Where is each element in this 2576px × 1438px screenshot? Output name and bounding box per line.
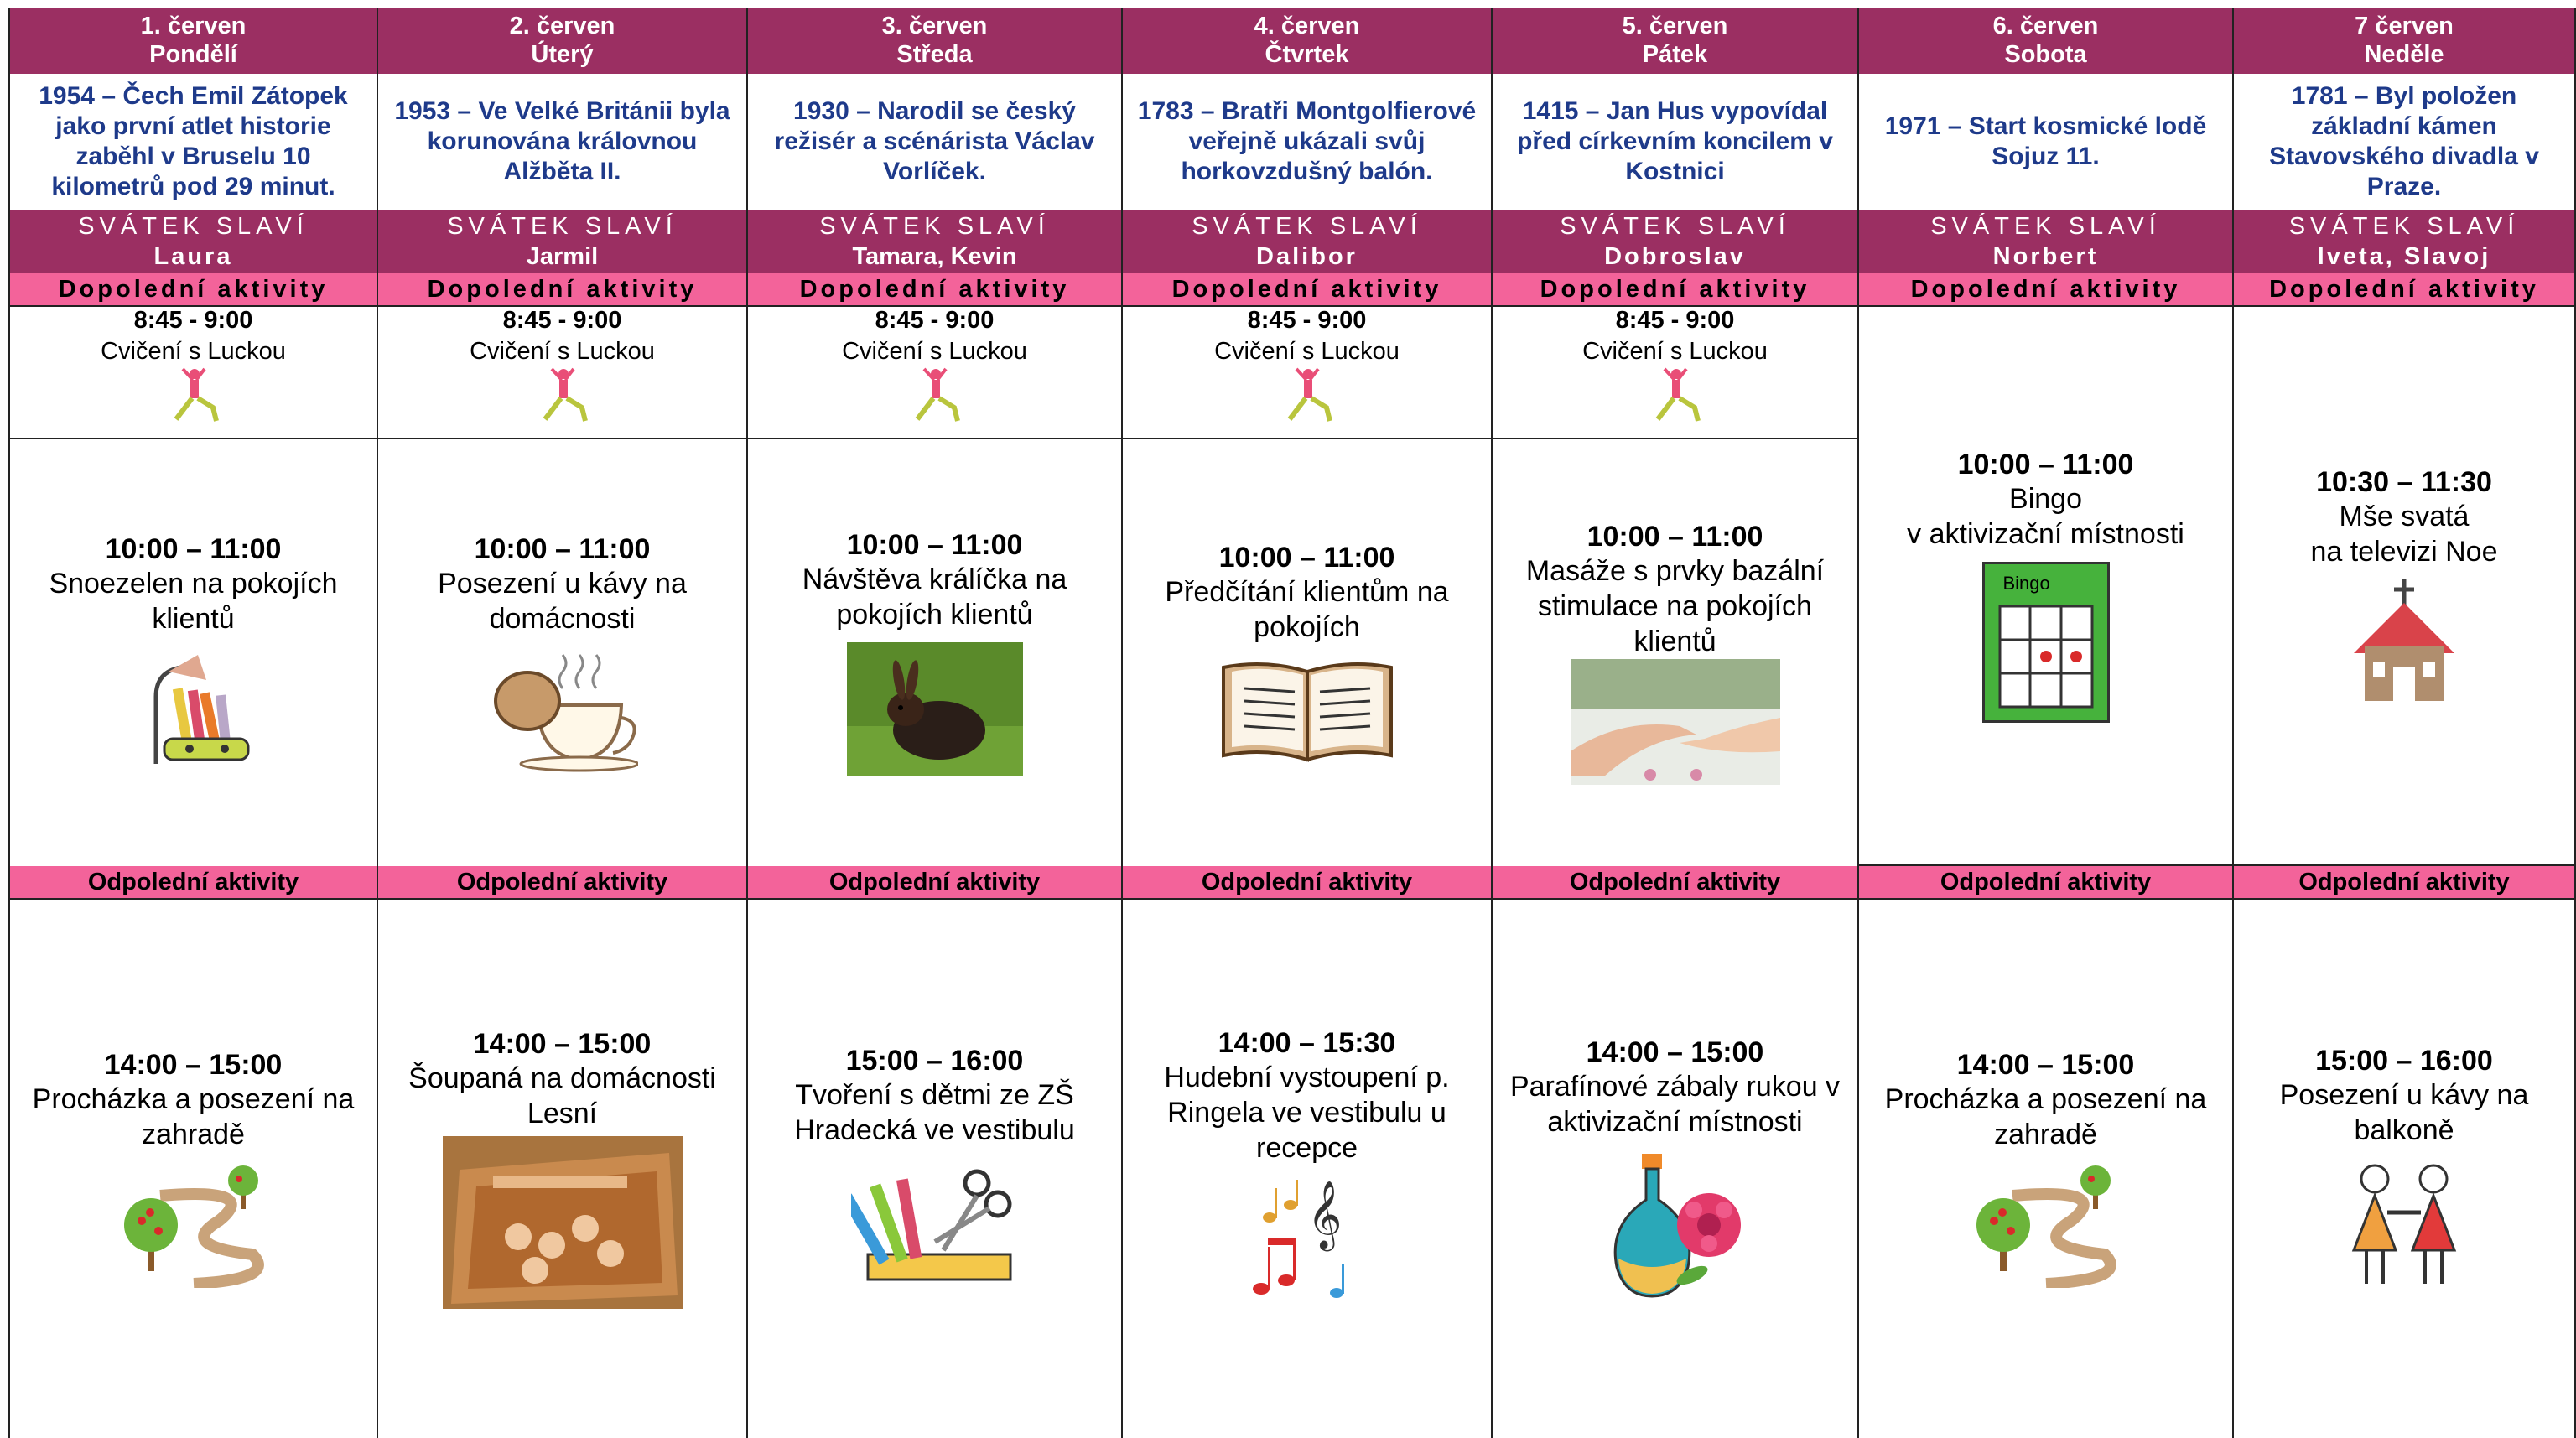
activity-text: Hudební vystoupení p. Ringela ve vestibulu u recepce: [1164, 1062, 1450, 1164]
day-header: [378, 8, 748, 74]
weekday-label: Neděle: [2364, 41, 2444, 68]
morning-label: Dopolední aktivity: [748, 273, 1123, 305]
exercise-time: 8:45 - 9:00: [1247, 307, 1367, 334]
date-label: 6. červen: [1992, 13, 2099, 39]
activity-text: Posezení u kávy na domácnosti: [438, 567, 687, 635]
event-text: 1930 – Narodil se český režisér a scénárista Václav Vorlíček.: [774, 97, 1095, 185]
history-event: [2234, 74, 2576, 210]
coffee-cup-icon: [487, 646, 638, 772]
history-event: [378, 74, 748, 210]
history-event: [1859, 74, 2234, 210]
activity-time: 15:00 – 16:00: [2315, 1045, 2493, 1077]
afternoon-activity-row: [8, 898, 2576, 1438]
celebrant-name: Norbert: [1992, 243, 2099, 270]
snoezelen-lamp-icon: [131, 646, 257, 772]
morning-label: Dopolední aktivity: [1123, 273, 1493, 305]
open-book-icon: [1219, 655, 1395, 764]
morning-activity: [8, 438, 378, 866]
event-text: 1954 – Čech Emil Zátopek jako první atlet historie zaběhl v Bruselu 10 kilometrů pod 29 minut.: [39, 82, 348, 200]
name-day-label: SVÁTEK SLAVÍ: [1560, 213, 1790, 240]
name-day-label: SVÁTEK SLAVÍ: [2288, 213, 2520, 240]
morning-activity-row: [8, 438, 1859, 866]
afternoon-label-row: [8, 866, 2576, 900]
morning-activity-saturday: [1859, 305, 2234, 866]
rabbit-photo: [847, 642, 1023, 776]
exercise-activity: Cvičení s Luckou: [1582, 338, 1768, 365]
name-day: [1493, 210, 1859, 273]
exercise-figure-icon: [533, 367, 592, 426]
activity-time: 10:00 – 11:00: [846, 528, 1023, 561]
activity-text: Snoezelen na pokojích klientů: [49, 567, 338, 635]
activity-text: Masáže s prvky bazální stimulace na pokojích klientů: [1525, 554, 1825, 657]
afternoon-activity: [1493, 898, 1859, 1438]
bingo-card-icon: [1982, 562, 2110, 723]
celebrant-name: Iveta, Slavoj: [2317, 243, 2491, 270]
activity-time: 10:00 – 11:00: [1957, 448, 2134, 480]
exercise-activity: Cvičení s Luckou: [842, 338, 1027, 365]
celebrant-name: Laura: [153, 243, 233, 270]
exercise-time: 8:45 - 9:00: [875, 307, 995, 334]
morning-label: Dopolední aktivity: [8, 273, 378, 305]
day-header: [8, 8, 378, 74]
morning-label-row: [8, 273, 2576, 307]
activity-text: Mše svatá: [2339, 500, 2470, 532]
hands-massage-photo: [1571, 659, 1780, 785]
afternoon-activity: [1123, 898, 1493, 1438]
name-day-label: SVÁTEK SLAVÍ: [78, 213, 309, 240]
history-event-row: [8, 74, 2576, 211]
afternoon-label: Odpolední aktivity: [1123, 866, 1493, 898]
activity-time: 10:00 – 11:00: [474, 532, 651, 565]
exercise-activity: Cvičení s Luckou: [1214, 338, 1400, 365]
activity-text: Předčítání klientům na pokojích: [1165, 575, 1449, 643]
celebrant-name: Dobroslav: [1604, 243, 1746, 270]
exercise-slot: [378, 305, 748, 438]
morning-activity: [1123, 438, 1493, 866]
name-day-label: SVÁTEK SLAVÍ: [447, 213, 678, 240]
day-header: [1123, 8, 1493, 74]
event-text: 1781 – Byl položen základní kámen Stavovského divadla v Praze.: [2269, 82, 2539, 200]
activity-text: Procházka a posezení na zahradě: [32, 1083, 355, 1150]
activity-text: Šoupaná na domácnosti Lesní: [408, 1062, 716, 1129]
afternoon-activity: [2234, 898, 2576, 1438]
morning-activity: [378, 438, 748, 866]
name-day: [1123, 210, 1493, 273]
activity-text: Posezení u kávy na balkoně: [2279, 1079, 2529, 1146]
date-label: 5. červen: [1622, 13, 1728, 39]
activity-time: 14:00 – 15:00: [104, 1049, 283, 1081]
history-event: [1123, 74, 1493, 210]
activity-text: v aktivizační místnosti: [1907, 517, 2184, 550]
morning-label: Dopolední aktivity: [378, 273, 748, 305]
activity-time: 15:00 – 16:00: [845, 1045, 1024, 1077]
history-event: [748, 74, 1123, 210]
event-text: 1415 – Jan Hus vypovídal před církevním koncilem v Kostnici: [1517, 97, 1833, 185]
exercise-time: 8:45 - 9:00: [133, 307, 253, 334]
event-text: 1783 – Bratři Montgolfierové veřejně ukázali svůj horkovzdušný balón.: [1137, 97, 1477, 185]
exercise-row: [8, 305, 1859, 439]
afternoon-activity: [378, 898, 748, 1438]
exercise-activity: Cvičení s Luckou: [470, 338, 655, 365]
activity-text: na televizi Noe: [2310, 535, 2498, 568]
morning-activity-sunday: [2234, 305, 2576, 866]
weekday-label: Úterý: [531, 41, 594, 68]
header-row: [8, 8, 2576, 75]
activity-text: Bingo: [2009, 482, 2082, 515]
name-day: [1859, 210, 2234, 273]
exercise-time: 8:45 - 9:00: [502, 307, 622, 334]
exercise-figure-icon: [164, 367, 223, 426]
name-day: [2234, 210, 2576, 273]
day-header: [748, 8, 1123, 74]
couple-icon: [2337, 1158, 2471, 1292]
day-header: [1859, 8, 2234, 74]
afternoon-label: Odpolední aktivity: [1859, 866, 2234, 898]
event-text: 1953 – Ve Velké Británii byla korunována královnou Alžběta II.: [394, 97, 730, 185]
afternoon-label: Odpolední aktivity: [1493, 866, 1859, 898]
exercise-slot: [8, 305, 378, 438]
name-day: [8, 210, 378, 273]
name-day-label: SVÁTEK SLAVÍ: [819, 213, 1050, 240]
activity-text: Procházka a posezení na zahradě: [1884, 1083, 2207, 1150]
park-path-icon: [118, 1162, 269, 1288]
music-notes-icon: [1244, 1176, 1370, 1310]
date-label: 1. červen: [140, 13, 247, 39]
name-day-row: [8, 210, 2576, 275]
bingo-grid: [1985, 564, 2107, 720]
activity-time: 10:00 – 11:00: [1218, 541, 1395, 574]
date-label: 2. červen: [509, 13, 615, 39]
craft-tools-icon: [851, 1158, 1019, 1292]
event-text: 1971 – Start kosmické lodě Sojuz 11.: [1884, 112, 2207, 170]
exercise-slot: [1123, 305, 1493, 438]
svg-text:𝄞: 𝄞: [1306, 1180, 1342, 1249]
date-label: 3. červen: [881, 13, 988, 39]
bingo-card-label: Bingo: [2002, 572, 2050, 594]
oil-bottle-flower-icon: [1600, 1150, 1751, 1300]
weekday-label: Sobota: [2004, 41, 2087, 68]
exercise-time: 8:45 - 9:00: [1615, 307, 1735, 334]
day-header: [1493, 8, 1859, 74]
exercise-slot: [748, 305, 1123, 438]
activity-time: 14:00 – 15:30: [1218, 1027, 1396, 1059]
afternoon-activity: [8, 898, 378, 1438]
morning-activity: [1493, 438, 1859, 866]
activity-time: 14:00 – 15:00: [473, 1028, 652, 1060]
history-event: [8, 74, 378, 210]
celebrant-name: Jarmil: [526, 243, 599, 270]
morning-label: Dopolední aktivity: [2234, 273, 2576, 305]
afternoon-label: Odpolední aktivity: [748, 866, 1123, 898]
afternoon-label: Odpolední aktivity: [378, 866, 748, 898]
afternoon-activity: [1859, 898, 2234, 1438]
celebrant-name: Tamara, Kevin: [852, 243, 1017, 270]
history-event: [1493, 74, 1859, 210]
weekday-label: Středa: [896, 41, 973, 68]
activity-time: 14:00 – 15:00: [1586, 1036, 1764, 1068]
name-day: [378, 210, 748, 273]
weekday-label: Pondělí: [149, 41, 237, 68]
activity-time: 10:30 – 11:30: [2316, 465, 2492, 498]
weekly-activity-schedule: [8, 8, 2576, 1438]
activity-time: 10:00 – 11:00: [1587, 520, 1763, 553]
activity-text: Parafínové zábaly rukou v aktivizační místnosti: [1509, 1071, 1841, 1138]
exercise-figure-icon: [906, 367, 964, 426]
name-day: [748, 210, 1123, 273]
exercise-activity: Cvičení s Luckou: [101, 338, 286, 365]
exercise-figure-icon: [1646, 367, 1705, 426]
morning-activity: [748, 438, 1123, 866]
weekday-label: Čtvrtek: [1265, 41, 1349, 68]
exercise-slot: [1493, 305, 1859, 438]
activity-time: 10:00 – 11:00: [105, 532, 282, 565]
activity-text: Návštěva králíčka na pokojích klientů: [802, 563, 1067, 631]
morning-label: Dopolední aktivity: [1859, 273, 2234, 305]
day-header: [2234, 8, 2576, 74]
church-icon: [2341, 579, 2467, 705]
celebrant-name: Dalibor: [1256, 243, 1358, 270]
morning-label: Dopolední aktivity: [1493, 273, 1859, 305]
exercise-figure-icon: [1278, 367, 1337, 426]
afternoon-label: Odpolední aktivity: [8, 866, 378, 898]
name-day-label: SVÁTEK SLAVÍ: [1192, 213, 1422, 240]
date-label: 4. červen: [1254, 13, 1360, 39]
afternoon-label: Odpolední aktivity: [2234, 866, 2576, 898]
shuffleboard-photo: [443, 1136, 683, 1309]
activity-time: 14:00 – 15:00: [1956, 1049, 2135, 1081]
date-label: 7 červen: [2355, 13, 2454, 39]
weekday-label: Pátek: [1642, 41, 1708, 68]
afternoon-activity: [748, 898, 1123, 1438]
name-day-label: SVÁTEK SLAVÍ: [1930, 213, 2161, 240]
activity-text: Tvoření s dětmi ze ZŠ Hradecká ve vestibulu: [794, 1079, 1075, 1146]
park-path-icon: [1971, 1162, 2122, 1288]
